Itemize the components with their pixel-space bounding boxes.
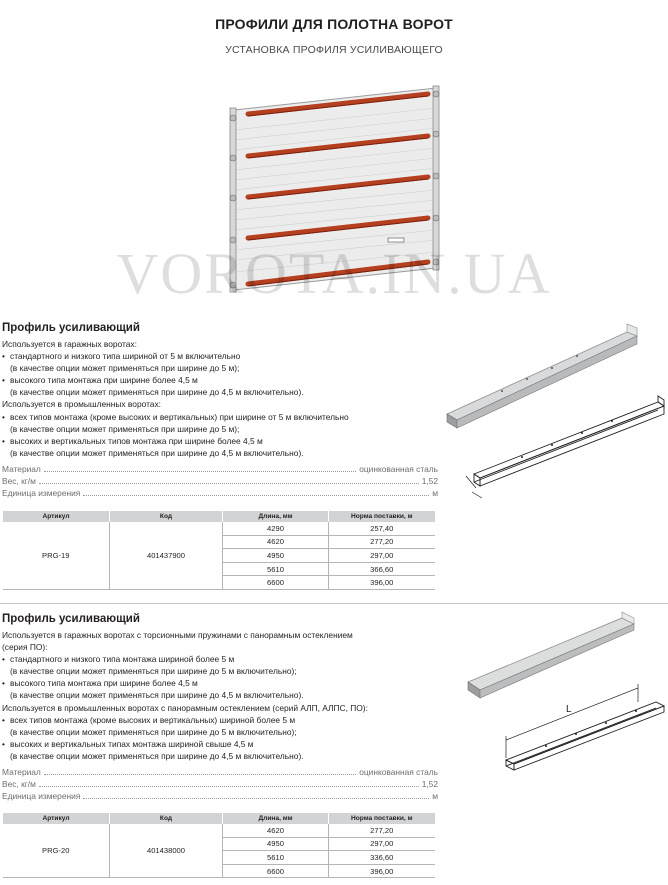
- rate-cell: 336,60: [329, 851, 435, 865]
- rate-cell: 396,00: [329, 864, 435, 878]
- usage-note: (в качестве опции может применяться при ширине до 5 м);: [10, 363, 240, 374]
- section-1: [2, 322, 438, 500]
- rate-cell: 297,00: [329, 837, 435, 851]
- column-header: Код: [110, 511, 223, 522]
- column-header: Артикул: [3, 813, 110, 824]
- usage-note: (в качестве опции может применяться при ширине до 5 м включительно);: [10, 666, 297, 677]
- article-cell: PRG-20: [3, 824, 110, 878]
- usage-bullet: • высокого типа монтажа при ширине более 4,5 м: [2, 677, 438, 689]
- usage-text: Используется в гаражных воротах с торсионными пружинами с панорамным остеклением: [2, 630, 353, 640]
- spec-row-material: [2, 766, 438, 778]
- page-title: ПРОФИЛИ ДЛЯ ПОЛОТНА ВОРОТ: [215, 16, 453, 32]
- usage-bullet: • стандартного и низкого типа шириной от 5 м включительно: [2, 350, 438, 362]
- column-header: Артикул: [3, 511, 110, 522]
- usage-note: (в качестве опции может применяться при ширине до 4,5 м включительно).: [10, 690, 304, 701]
- spec-row-weight: [2, 475, 438, 487]
- usage-bullet: • всех типов монтажа (кроме высоких и вертикальных) шириной более 5 м: [2, 714, 438, 726]
- usage-note: (в качестве опции может применяться при ширине до 4,5 м включительно).: [10, 750, 304, 761]
- usage-note: (в качестве опции может применяться при ширине до 5 м включительно);: [10, 726, 297, 737]
- rate-cell: 277,20: [329, 824, 435, 837]
- column-header: Код: [110, 813, 223, 824]
- section-1-title: Профиль усиливающий: [2, 322, 140, 334]
- specs-list: [2, 766, 438, 803]
- spec-leader: [44, 774, 356, 775]
- spec-row-unit: [2, 790, 438, 802]
- usage-note: (в качестве опции может применяться при ширине до 5 м);: [10, 423, 240, 434]
- section-divider: [0, 603, 668, 604]
- spec-value: 1,52: [421, 779, 438, 790]
- usage-text: (серия ПО):: [2, 642, 48, 653]
- column-header: Длина, мм: [223, 511, 329, 522]
- spec-label: Единица измерения: [2, 488, 81, 499]
- rate-cell: 366,60: [329, 562, 435, 576]
- column-header: Норма поставки, м: [329, 813, 435, 824]
- length-cell: 6600: [223, 576, 329, 590]
- page-subtitle: УСТАНОВКА ПРОФИЛЯ УСИЛИВАЮЩЕГО: [225, 44, 443, 56]
- usage-bullet: • высоких и вертикальных типах монтажа шириной свыше 4,5 м: [2, 738, 438, 750]
- profile-technical-drawing: [496, 680, 668, 780]
- spec-value: оцинкованная сталь: [359, 463, 438, 474]
- rate-cell: 257,40: [329, 522, 435, 535]
- usage-note: (в качестве опции может применяться при ширине до 4,5 м включительно).: [10, 387, 304, 398]
- table-row: [3, 522, 435, 535]
- column-header: Длина, мм: [223, 813, 329, 824]
- usage-bullet: • всех типов монтажа (кроме высоких и вертикальных) при ширине от 5 м включительно: [2, 411, 438, 423]
- usage-note: (в качестве опции может применяться при ширине до 4,5 м включительно).: [10, 447, 304, 458]
- spec-row-material: [2, 463, 438, 475]
- length-cell: 4620: [223, 535, 329, 549]
- length-cell: 5610: [223, 562, 329, 576]
- dimension-label: L: [566, 704, 572, 715]
- length-cell: 5610: [223, 851, 329, 865]
- spec-leader: [83, 495, 429, 496]
- spec-leader: [44, 471, 356, 472]
- table-row: [3, 824, 435, 837]
- watermark: VOROTA.IN.UA: [116, 241, 552, 306]
- length-cell: 4290: [223, 522, 329, 535]
- section-2: [2, 613, 438, 803]
- spec-value: м: [432, 791, 438, 802]
- spec-leader: [83, 798, 429, 799]
- spec-row-unit: [2, 487, 438, 499]
- specs-list: [2, 463, 438, 500]
- usage-bullet: • высоких и вертикальных типов монтажа при ширине более 4,5 м: [2, 435, 438, 447]
- article-cell: PRG-19: [3, 522, 110, 589]
- spec-leader: [39, 786, 419, 787]
- column-header: Норма поставки, м: [329, 511, 435, 522]
- spec-table-prg19: [2, 511, 435, 590]
- usage-text: Используется в гаражных воротах:: [2, 339, 137, 349]
- spec-table-prg20: [2, 813, 435, 878]
- usage-text: Используется в промышленных воротах:: [2, 399, 161, 410]
- spec-leader: [39, 483, 419, 484]
- usage-bullet: • стандартного и низкого типа монтажа шириной более 5 м: [2, 653, 438, 665]
- code-cell: 401438000: [110, 824, 223, 878]
- length-cell: 4950: [223, 837, 329, 851]
- spec-label: Вес, кг/м: [2, 779, 36, 790]
- length-cell: 4620: [223, 824, 329, 837]
- spec-value: оцинкованная сталь: [359, 767, 438, 778]
- section-2-title: Профиль усиливающий: [2, 613, 140, 625]
- code-cell: 401437900: [110, 522, 223, 589]
- usage-bullet: • высокого типа монтажа при ширине более 4,5 м: [2, 374, 438, 386]
- spec-value: 1,52: [421, 476, 438, 487]
- spec-label: Материал: [2, 767, 41, 778]
- length-cell: 4950: [223, 549, 329, 563]
- rate-cell: 396,00: [329, 576, 435, 590]
- profile-technical-drawing: [462, 394, 668, 506]
- spec-label: Единица измерения: [2, 791, 81, 802]
- rate-cell: 297,00: [329, 549, 435, 563]
- spec-label: Материал: [2, 463, 41, 474]
- usage-text: Используется в промышленных воротах с панорамным остеклением (серий АЛП, АЛПС, ПО):: [2, 702, 368, 713]
- spec-row-weight: [2, 778, 438, 790]
- length-cell: 6600: [223, 864, 329, 878]
- rate-cell: 277,20: [329, 535, 435, 549]
- spec-value: м: [432, 488, 438, 499]
- spec-label: Вес, кг/м: [2, 476, 36, 487]
